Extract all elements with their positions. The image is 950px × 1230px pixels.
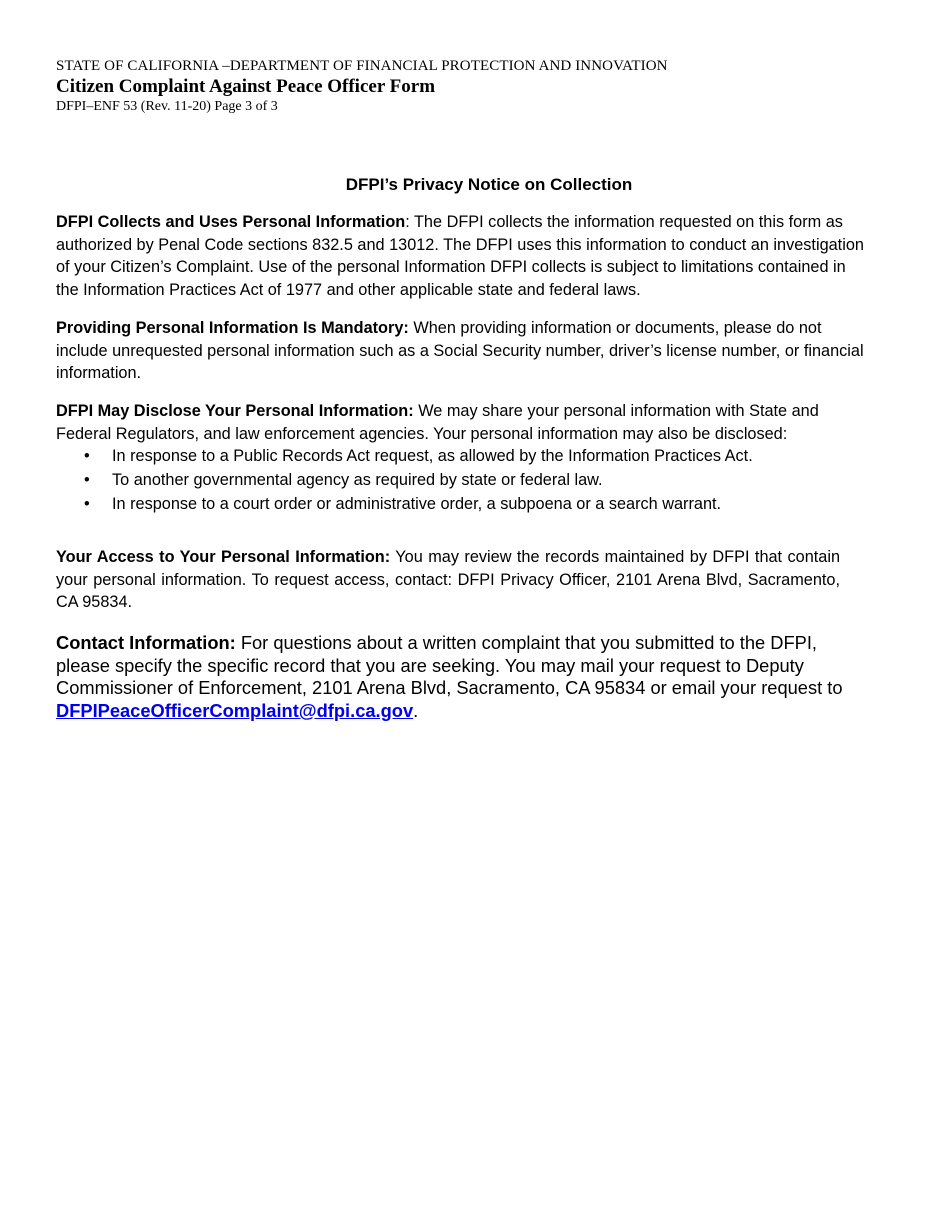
section-collects-heading: DFPI Collects and Uses Personal Information: [56, 213, 406, 231]
section-access-heading: Your Access to Your Personal Information:: [56, 548, 391, 566]
bullet-icon: •: [84, 447, 90, 466]
agency-name: STATE OF CALIFORNIA –DEPARTMENT OF FINANCIAL PROTECTION AND INNOVATION: [56, 58, 668, 74]
notice-title: DFPI’s Privacy Notice on Collection: [345, 175, 633, 194]
section-contact-tail: .: [413, 699, 419, 721]
section-contact: [56, 632, 846, 722]
section-access-body: You may review the records maintained by DFPI that contain your personal information. To request access, contact: DFPI Privacy Officer, 2101 Arena Blvd, Sacramento, CA 95834.: [56, 548, 841, 612]
list-item: [56, 469, 866, 493]
section-contact-body: For questions about a written complaint that you submitted to the DFPI, please specify the specific record that you are seeking. You may mail your request to Deputy Commissioner of Enforcement, 2101 Arena Blvd, Sacramento, CA 95834 or email your request to: [56, 632, 843, 699]
section-mandatory-body: When providing information or documents, please do not include unrequested personal information such as a Social Security number, driver’s license number, or financial information.: [56, 319, 864, 383]
list-item: [56, 445, 866, 469]
bullet-icon: •: [84, 494, 90, 513]
form-header: [56, 57, 668, 115]
form-id: DFPI–ENF 53 (Rev. 11-20) Page 3 of 3: [56, 99, 278, 114]
email-link[interactable]: DFPIPeaceOfficerComplaint@dfpi.ca.gov: [56, 699, 414, 721]
list-item-text: In response to a court order or administrative order, a subpoena or a search warrant.: [112, 494, 722, 513]
section-access: [56, 546, 840, 614]
list-item: [56, 493, 866, 517]
section-disclose-body: We may share your personal information with State and Federal Regulators, and law enforcement agencies. Your personal information may also be disclosed:: [56, 402, 819, 443]
bullet-icon: •: [84, 470, 90, 489]
section-disclose-heading: DFPI May Disclose Your Personal Information:: [56, 402, 414, 420]
form-title: Citizen Complaint Against Peace Officer Form: [56, 76, 436, 97]
section-collects-body: : The DFPI collects the information requested on this form as authorized by Penal Code sections 832.5 and 13012. The DFPI uses this information to conduct an investigation of your Citizen’s Complaint. Use of the personal Information DFPI collects is subject to limitations contained in the Information Practices Act of 1977 and other applicable state and federal laws.: [56, 213, 864, 299]
section-contact-heading: Contact Information:: [56, 632, 236, 653]
list-item-text: In response to a Public Records Act request, as allowed by the Information Practices Act.: [112, 447, 753, 466]
section-disclose: [56, 400, 866, 517]
section-mandatory: [56, 317, 866, 385]
section-collects: [56, 211, 866, 301]
disclosure-list: [56, 445, 866, 516]
list-item-text: To another governmental agency as required by state or federal law.: [112, 470, 603, 489]
section-mandatory-heading: Providing Personal Information Is Mandatory:: [56, 319, 409, 337]
